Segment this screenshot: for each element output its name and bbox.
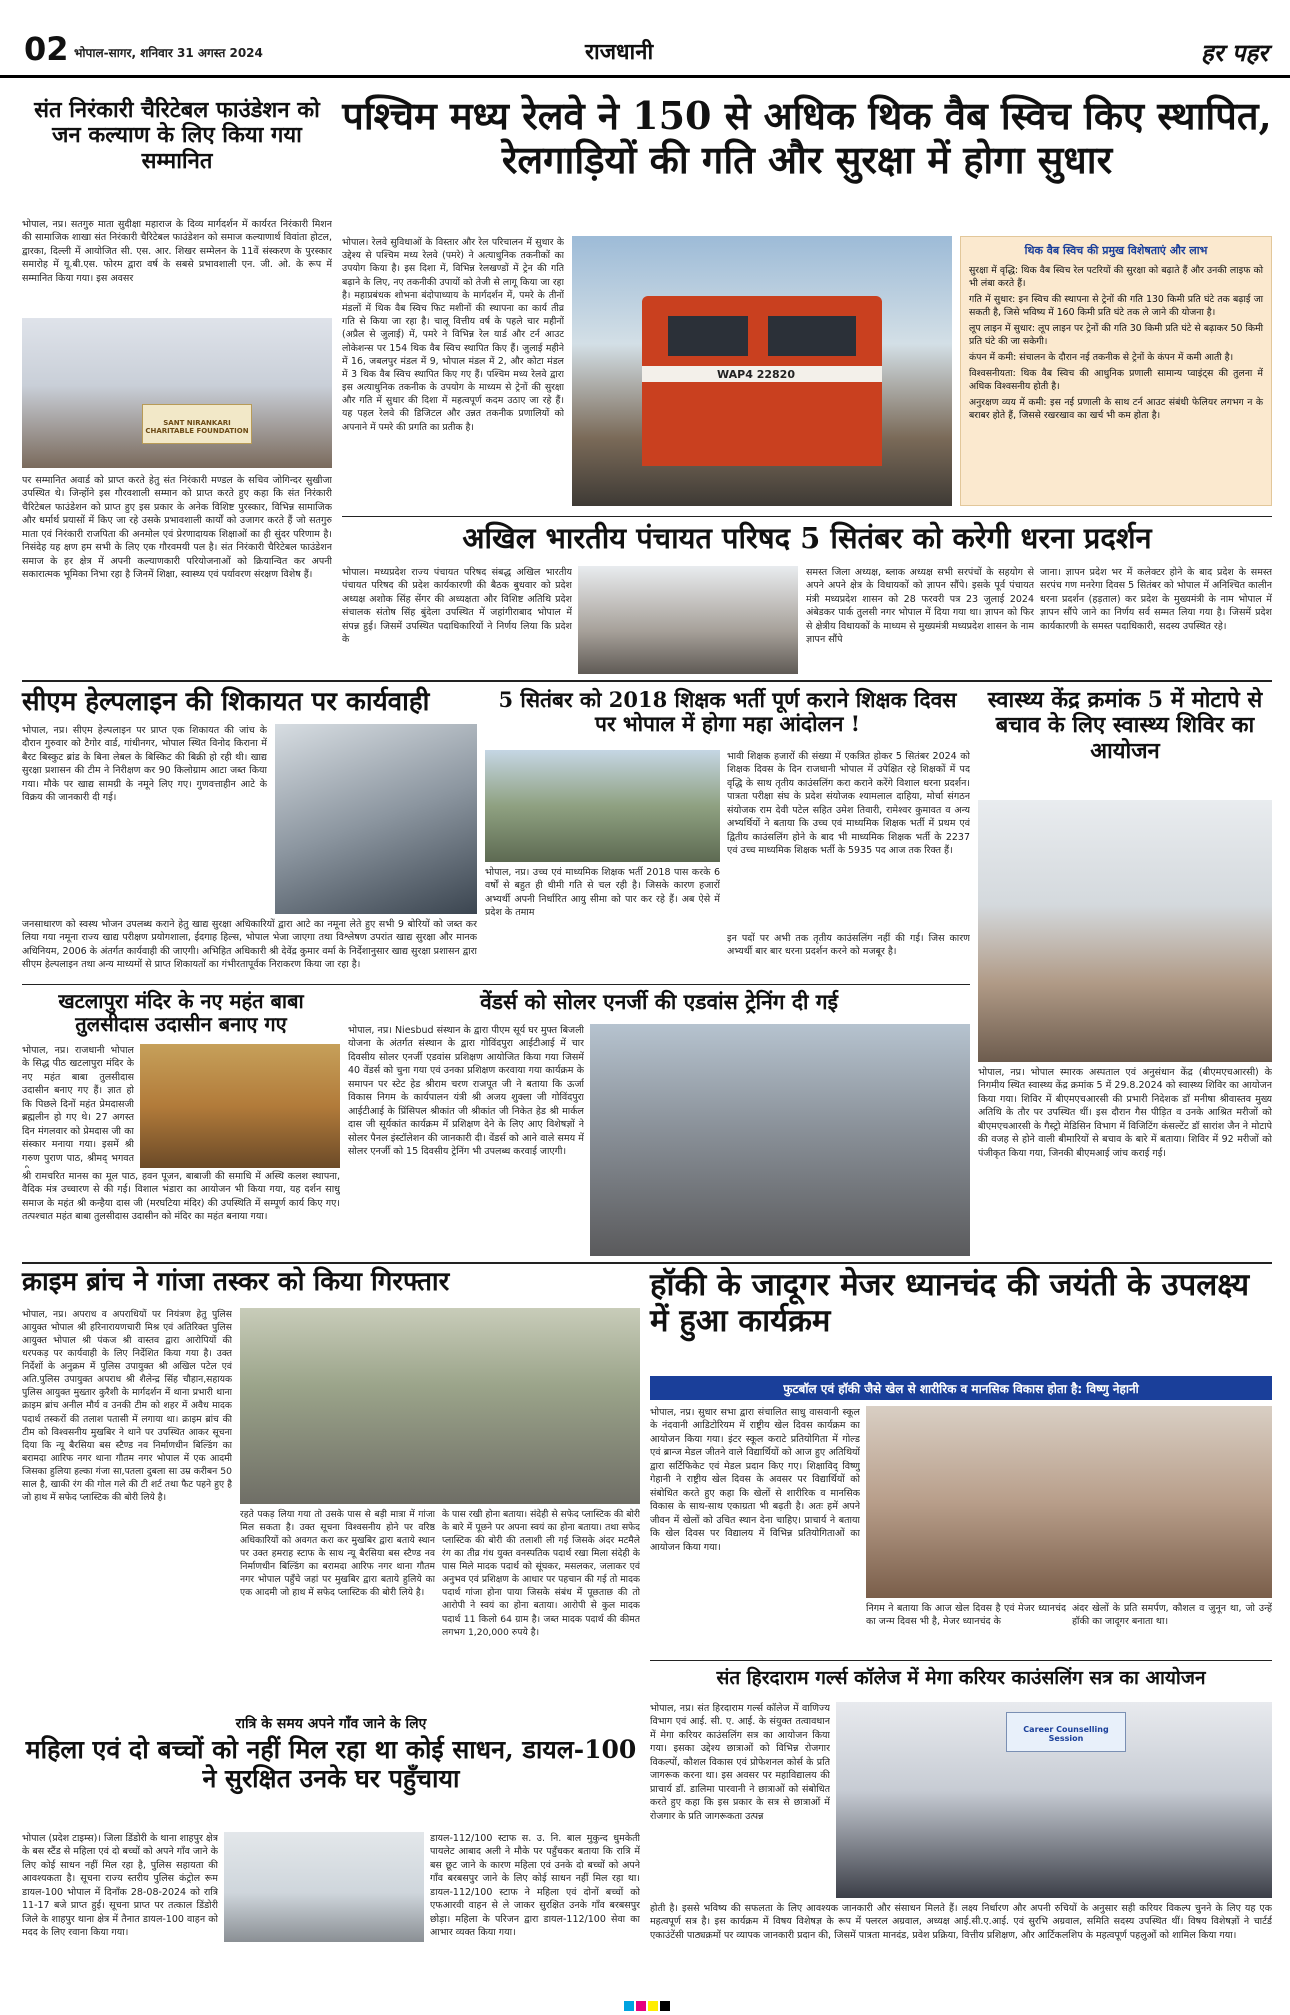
body-nirankari-2: पर सम्मानित अवार्ड को प्राप्त करते हेतु संत निरंकारी मण्डल के सचिव जोगिन्दर सुखीजा उपस्थित थे। जिन्होंने इस गौरवशाली सम्मान को प्राप्त करते हुए कहा कि संत निरंकारी चैरिटेबल फाउंडेशन को प्राप्त हुए इस प्रकार के अनेक विशिष्ट पुरस्कार, विभिन्न सामाजिक और धर्मार्थ प्रयासों में किए जा रहे उसके प्रभावशाली कार्यों को उजागर करते हैं जो सतगुरु माता एवं निरंकारी राजपिता की अनमोल एवं प्रेरणादायक शिक्षाओं का ही सुंदर परिणाम है। निसंदेह यह क्षण हम सभी के लिए एक गौरवमयी पल है। संत निरंकारी चैरिटेबल फाउंडेशन समाज के हर क्षेत्र में अपनी कल्याणकारी परियोजनाओं को क्रियान्वित कर अपनी सकारात्मक भूमिका निभा रहा है जिनमें शिक्षा, स्वास्थ्य एवं पर्यावरण संरक्षण विशेष हैं। bbox=[22, 475, 332, 581]
loco-number: WAP4 22820 bbox=[717, 368, 795, 381]
body-crime-branch-3: के पास रखी होना बताया। संदेही से सफेद प्लास्टिक की बोरी के बारे में पूछने पर अपना स्वयं का होना बताया। तथा सफेद प्लास्टिक की बोरी की तलाशी ली गई जिसके अंदर मटमैले रंग का तीव्र गंध युक्त वनस्पतिक पदार्थ रखा मिला संदेही के पास मिले मादक पदार्थ को सूंघकर, मसलकर, जलाकर एवं अनुभव एवं प्रशिक्षण के आधार पर पहचान की गई तो मादक पदार्थ गांजा होना पाया जिसके संबंध में पूछताछ की तो आरोपी ने स्वयं का होना बताया। आरोपी से कुल मादक पदार्थ 11 किलो 64 ग्राम है। जब्त मादक पदार्थ की कीमत लगभग 1,20,000 रुपये है। bbox=[442, 1509, 640, 1638]
headline-khatlapura: खटलापुरा मंदिर के नए महंत बाबा तुलसीदास उदासीन बनाए गए bbox=[58, 989, 304, 1036]
dateline: भोपाल-सागर, शनिवार 31 अगस्त 2024 bbox=[74, 46, 263, 60]
body-career-2: होती है। इससे भविष्य की सफलता के लिए आवश्यक जानकारी और संसाधन मिलते हैं। लक्ष्य निर्धारण और अपनी रुचियों के अनुसार सही करियर विकल्प चुनने के लिए यह एक महत्वपूर्ण सत्र है। इस कार्यक्रम में विषय विशेषज्ञ के रूप में फ्लरल अग्रवाल, अध्यक्ष आई.सी.ए.आई. एवं सुरभि अग्रवाल, समिति सदस्य उपस्थित थीं। विषय विशेषज्ञों ने चार्टर्ड एकाउंटेंसी पाठ्यक्रमों पर व्यापक जानकारी प्रदान की, जिसमें पात्रता मानदंड, प्रवेश प्रक्रिया, वित्तीय प्रशिक्षण, और आर्टिकलशिप के महत्वपूर्ण पहलुओं को शामिल किया गया। bbox=[650, 1903, 1272, 1941]
headline-hockey: हॉकी के जादूगर मेजर ध्यानचंद की जयंती के उपलक्ष्य में हुआ कार्यक्रम bbox=[650, 1267, 1250, 1339]
body-teachers-1: भावी शिक्षक हजारों की संख्या में एकत्रित होकर 5 सितंबर 2024 को शिक्षक दिवस के दिन राजधानी भोपाल में उपेक्षित रहे शिक्षकों में पद वृद्धि के साथ तृतीय काउंसलिंग करा कराने करेंगे विशाल धरना प्रदर्शन। पात्रता परीक्षा संघ के प्रदेश संयोजक श्यामलाल दाहिया, मोर्चा संगठन संयोजक राम देवी पटेल सहित उमेश तिवारी, रामेश्वर कुमावत व अन्य अभ्यर्थियों ने बताया कि उच्च एवं माध्यमिक शिक्षक भर्ती में प्रथम एवं द्वितीय काउंसलिंग होने के बाद भी माध्यमिक शिक्षक भर्ती के 2237 एवं उच्च माध्यमिक शिक्षक भर्ती के 5935 पद आज तक रिक्त हैं। bbox=[727, 751, 970, 857]
body-panchayat-2: समस्त जिला अध्यक्ष, ब्लाक अध्यक्ष सभी सरपंचों के सहयोग से अपने अपने क्षेत्र के विधायकों को ज्ञापन सौंपे। इसके पूर्व पंचायत मंत्री मध्यप्रदेश शासन को 28 फरवरी पत्र 23 जुलाई 2024 अंबेडकर पार्क तुलसी नगर भोपाल में दिया गया था। ज्ञापन को फिर से क्षेत्रीय विधायकों के माध्यम से मुख्यमंत्री मध्यप्रदेश शासन के नाम ज्ञापन सौंपे bbox=[806, 567, 1034, 646]
photo-health-camp bbox=[978, 800, 1272, 1062]
photo-panchayat bbox=[578, 566, 798, 674]
body-health-camp: भोपाल, नप्र। भोपाल स्मारक अस्पताल एवं अनुसंधान केंद्र (बीएमएचआरसी) के निगमीय स्थित स्वास्थ्य केंद्र क्रमांक 5 में 29.8.2024 को स्वास्थ्य शिविर का आयोजन किया गया। शिविर में बीएमएचआरसी की प्रभारी निदेशक डॉ मनीषा श्रीवास्तव मुख्य अतिथि के तौर पर उपस्थित थीं। इस दौरान गैस पीड़ित व उनके आश्रित मरीजों को बीएमएचआरसी के गैस्ट्रो मेडिसिन विभाग में विजिटिंग कंसल्टेंट डॉ सारांश जैन ने मोटापे की वजह से होने वाली बीमारियों से बचाव के बारे में बताया। शिविर में 92 मरीजों को पंजीकृत किया गया, जिनकी बीएमआई जांच कराई गई। bbox=[978, 1067, 1272, 1159]
box-features bbox=[960, 236, 1272, 506]
body-dial100-1: भोपाल (प्रदेश टाइम्स)। जिला डिंडोरी के थाना शाहपुर क्षेत्र के बस स्टैंड से महिला एवं दो बच्चों को अपने गाँव जाने के लिए कोई साधन नहीं मिल रहा है, पुलिस सहायता की आवश्यकता है। सूचना राज्य स्तरीय पुलिस कंट्रोल रूम डायल-100 भोपाल में दिनाँक 28-08-2024 को रात्रि 11-17 बजे प्राप्त हुई। सूचना प्राप्त पर तत्काल डिंडोरी जिले के शाहपुर थाना क्षेत्र में तैनात डायल-100 वाहन को मदद के लिए रवाना किया गया। bbox=[22, 1833, 218, 1939]
photo-teachers-protest bbox=[485, 750, 720, 862]
body-railway: भोपाल। रेलवे सुविधाओं के विस्तार और रेल परिचालन में सुधार के उद्देश्य से पश्चिम मध्य रेलवे (पमरे) ने अत्याधुनिक तकनीकों का उपयोग किया है। इस दिशा में, विभिन्न रेलखण्डों में ट्रेन की गति बढ़ाने के लिए, नए तकनीकी उपायों को तेजी से लागू किया जा रहा है। महाप्रबंधक शोभना बंदोपाध्याय के मार्गदर्शन में, पमरे के तीनों मंडलों में थिक वैब स्विच फिट मशीनों की स्थापना का कार्य तीव्र गति से किया जा रहा है। चालू वित्तीय वर्ष के पहले चार महीनों (अप्रैल से जुलाई) में, पमरे ने विभिन्न रेल यार्ड और टर्न आउट लोकेशन्स पर 154 थिक वैब स्विच स्थापित किए हैं। जुलाई महीने में 16, जबलपुर मंडल में 9, भोपाल मंडल में 2, और कोटा मंडल में 3 थिक वैब स्विच स्थापित किए गए हैं। पश्चिम मध्य रेलवे द्वारा इस अत्याधुनिक तकनीक के उपयोग के माध्यम से ट्रेनों की सुरक्षा और गति में सुधार की दिशा में महत्वपूर्ण कदम उठाए जा रहे हैं। यह पहल रेलवे की डिजिटल और उन्नत तकनीक प्रणालियों को अपनाने में पमरे की प्रगति का प्रतीक है। bbox=[342, 237, 564, 433]
print-color-bar bbox=[22, 1996, 1272, 2008]
photo-crime-branch bbox=[240, 1308, 640, 1504]
photo-career bbox=[836, 1702, 1272, 1898]
body-solar: भोपाल, नप्र। Niesbud संस्थान के द्वारा पीएम सूर्य घर मुफ्त बिजली योजना के अंतर्गत संस्थान के द्वारा गोविंदपुरा आईटीआई में चार दिवसीय सोलर एनर्जी एडवांस प्रशिक्षण आयोजित किया गया जिसमें 40 वेंडर्स को चुना गया एवं उनका प्रशिक्षण करवाया गया कार्यक्रम के समापन पर स्टेट हेड श्रीराम चरण राजपूत जी ने बताया कि ऊर्जा विकास निगम के कार्यपालन यंत्री श्री अजय शुक्ला जी गोविंदपुरा आईटीआई के प्रिंसिपल श्रीकांत जी श्रीकांत जी निकेत हेड श्री मार्कल दास जी सूर्यकांत कार्यक्रम में प्रशिक्षण देने के लिए आए विशेषज्ञों ने सोलर पैनल इंस्टॉलेशन की जानकारी दी। वेंडर्स को आने वाले समय में सोलर एनर्जी को 15 दिवसीय ट्रेनिंग भी उपलब्ध करवाई जाएगी। bbox=[348, 1025, 584, 1158]
photo-khatlapura bbox=[140, 1044, 340, 1168]
strap-hockey: फुटबॉल एवं हॉकी जैसे खेल से शारीरिक व मानसिक विकास होता है: विष्णु नेहानी bbox=[650, 1376, 1272, 1400]
body-khatlapura-2: श्री रामचरित मानस का मूल पाठ, हवन पूजन, बाबाजी की समाधि में अस्थि कलश स्थापना, वैदिक मंत्र उच्चारण से की गई। विशाल भंडारा का आयोजन भी किया गया, यह दर्शन साधु समाज के महंत श्री कन्हैया दास जी (मरघटिया मंदिर) की उपस्थिति में सम्पूर्ण कार्य किए गए। तत्पश्चात महंत बाबा तुलसीदास उदासीन को मंदिर का महंत बनाया गया। bbox=[22, 1171, 340, 1223]
career-banner: Career Counselling Session bbox=[1006, 1712, 1126, 1752]
feature-item: विश्वसनीयता: थिक वैब स्विच की आधुनिक प्रणाली सामान्य प्वाइंट्स की तुलना में अधिक विश्वसनीय होती है। bbox=[969, 368, 1263, 393]
headline-nirankari: संत निरंकारी चैरिटेबल फाउंडेशन को जन कल्याण के लिए किया गया सम्मानित bbox=[34, 97, 320, 174]
paper-name: हर पहर bbox=[1200, 38, 1268, 67]
body-hockey: भोपाल, नप्र। सुधार सभा द्वारा संचालित साधु वासवानी स्कूल के नंदवानी आडिटोरियम में राष्ट्रीय खेल दिवस कार्यक्रम का आयोजन किया गया। इंटर स्कूल कराटे प्रतियोगिता में गोल्ड एवं ब्रान्ज मेडल जीतने वाले विद्यार्थियों को आज हुए अतिथियों द्वारा सर्टिफिकेट एवं मेडल प्रदान किए गए। शिक्षाविद् विष्णु गेहानी ने राष्ट्रीय खेल दिवस के अवसर पर विद्यार्थियों को संबोधित करते हुए कहा कि खेलों से शारीरिक व मानसिक विकास के साथ-साथ एकाग्रता भी बढ़ती है। अतः हमें अपने जीवन में खेलों को उचित स्थान देना चाहिए। प्राचार्य ने बताया कि खेल दिवस पर विद्यालय में विभिन्न प्रतियोगिताओं का आयोजन किया गया। bbox=[650, 1407, 860, 1553]
photo-solar-training bbox=[590, 1024, 970, 1256]
page-number: 02 bbox=[24, 30, 69, 68]
body-nirankari-1: भोपाल, नप्र। सतगुरु माता सुदीक्षा महाराज के दिव्य मार्गदर्शन में कार्यरत निरंकारी मिशन की सामाजिक शाखा संत निरंकारी चैरिटेबल फाउंडेशन को समाज कल्याणार्थ विवांता होटल, द्वारका, दिल्ली में आयोजित सी. एस. आर. शिखर सम्मेलन के 11वें संस्करण के पुरस्कार समारोह में यू.बी.एस. फोरम द्वारा वर्ष के सबसे प्रभावशाली एन. जी. ओ. के रूप में सम्मानित किया गया। इस अवसर bbox=[22, 219, 332, 284]
headline-teachers: 5 सितंबर को 2018 शिक्षक भर्ती पूर्ण कराने शिक्षक दिवस पर भोपाल में होगा महा आंदोलन ! bbox=[498, 687, 957, 737]
headline-career: संत हिरदाराम गर्ल्स कॉलेज में मेगा करियर काउंसलिंग सत्र का आयोजन bbox=[716, 1667, 1206, 1689]
body-crime-branch-1: भोपाल, नप्र। अपराध व अपराधियों पर नियंत्रण हेतु पुलिस आयुक्त भोपाल श्री हरिनारायणचारी मिश्र एवं अतिरिक्त पुलिस आयुक्त भोपाल श्री पंकज श्री वास्तव द्वारा आरोपियों की धरपकड़ पर कार्यवाही के लिए निर्देशित किया गया है। उक्त निर्देशों के अनुक्रम में पुलिस उपायुक्त श्री अखिल पटेल एवं अति.पुलिस उपायुक्त अपराध श्री शैलेन्द्र सिंह चौहान,सहायक पुलिस आयुक्त मुख्तार कुरैशी के मार्गदर्शन में थाना प्रभारी थाना क्राइम ब्रांच अनील मौर्य व उनकी टीम को शहर में अवैध मादक पदार्थ तस्करों की तलाश पतासी में लगाया था। क्राइम ब्रांच की टीम को विश्वसनीय मुखबिर ने थाने पर उपस्थित आकर सूचना दिया कि न्यू बैरसिया बस स्टैण्ड नव निर्माणधीन बिल्डिंग का बरामदा आरिफ नगर थाना गौतम नगर भोपाल में एक आदमी जिसका हुलिया हल्का गंजा सा,पतला दुबला सा उम्र करीबन 50 साल है, खाकी रंग की गोल गले की टी शर्ट तथा फैट पहने हुए है जो हाथ में सफेद प्लास्टिक की बोरी लिये है। bbox=[22, 1309, 232, 1503]
body-dial100-2: डायल-112/100 स्टाफ स. उ. नि. बाल मुकुन्द धुमकेती पायलेट आबाद अली ने मौके पर पहुँचकर बताया कि रात्रि में बस छूट जाने के कारण महिला एवं उनके दो बच्चों को अपने गाँव बरबसपुर जाने के लिए कोई साधन नहीं मिल रहा था। डायल-112/100 स्टाफ ने महिला एवं दोनों बच्चों को एफआरवी वाहन से ले जाकर सुरक्षित उनके गाँव बरबसपुर छोड़ा। महिला के परिजन द्वारा डायल-112/100 सेवा का आभार व्यक्त किया गया। bbox=[430, 1833, 640, 1939]
feature-item: सुरक्षा में वृद्धि: थिक वैब स्विच रेल पटरियों की सुरक्षा को बढ़ाते हैं और उनकी लाइफ को भी लंबा करते हैं। bbox=[969, 265, 1263, 290]
headline-crime-branch: क्राइम ब्रांच ने गांजा तस्कर को किया गिरफ्तार bbox=[22, 1267, 450, 1297]
body-career-1: भोपाल, नप्र। संत हिरदाराम गर्ल्स कॉलेज में वाणिज्य विभाग एवं आई. सी. ए. आई. के संयुक्त तत्वावधान में मेगा करियर काउंसलिंग सत्र का आयोजन किया गया। इसका उद्देश्य छात्राओं को विभिन्न रोजगार विकल्पों, कौशल विकास एवं प्रोफेशनल कोर्स के प्रति जागरूक करना था। इस अवसर पर महाविद्यालय की प्राचार्य डॉ. डालिमा पारवानी ने छात्राओं को संबोधित करते हुए कहा कि इस प्रकार के सत्र से छात्राओं में रोजगार के प्रति जागरूकता उत्पन्न bbox=[650, 1703, 830, 1822]
box-features-list bbox=[961, 262, 1271, 427]
headline-dial100: महिला एवं दो बच्चों को नहीं मिल रहा था कोई साधन, डायल-100 ने सुरक्षित उनके घर पहुँचाया bbox=[25, 1735, 637, 1793]
body-hockey-3: अंदर खेलों के प्रति समर्पण, कौशल व जुनून था, जो उन्हें हॉकी का जादूगर बनाता था। bbox=[1072, 1603, 1272, 1628]
box-features-title: थिक वैब स्विच की प्रमुख विशेषताएं और लाभ bbox=[1024, 244, 1208, 257]
photo-locomotive bbox=[572, 236, 952, 506]
headline-health-camp: स्वास्थ्य केंद्र क्रमांक 5 में मोटापे से बचाव के लिए स्वास्थ्य शिविर का आयोजन bbox=[987, 687, 1263, 764]
section-title: राजधानी bbox=[585, 39, 654, 65]
feature-item: गति में सुधार: इन स्विच की स्थापना से ट्रेनों की गति 130 किमी प्रति घंटे तक बढ़ाई जा सकती है, जिसे भविष्य में 160 किमी प्रति घंटे तक ले जाने की योजना है। bbox=[969, 294, 1263, 319]
kicker-dial100: रात्रि के समय अपने गाँव जाने के लिए bbox=[235, 1716, 427, 1732]
body-cm-helpline-2: जनसाधारण को स्वस्थ भोजन उपलब्ध कराने हेतु खाद्य सुरक्षा अधिकारियों द्वारा आटे का नमूना लेते हुए सभी 9 बोरियों को जब्त कर लिया गया नमूना राज्य खाद्य परीक्षण प्रयोगशाला, ईदगाह हिल्स, भोपाल भेजा जाएगा तथा विश्लेषण उपरांत खाद्य सुरक्षा और मानक अधिनियम, 2006 के अंतर्गत कार्यवाही की जाएगी। अभिहित अधिकारी श्री देवेंद्र कुमार वर्मा के निर्देशानुसार खाद्य सुरक्षा प्रशासन द्वारा सीएम हेल्पलाइन तथा अन्य माध्यमों से प्राप्त शिकायतों का गंभीरतापूर्वक निराकरण किया जा रहा है। bbox=[22, 919, 477, 971]
headline-railway: पश्चिम मध्य रेलवे ने 150 से अधिक थिक वैब स्विच किए स्थापित, रेलगाड़ियों की गति और सुरक्षा में होगा सुधार bbox=[342, 93, 1272, 182]
feature-item: अनुरक्षण व्यय में कमी: इस नई प्रणाली के साथ टर्न आउट संबंधी फेलियर लगभग न के बराबर होते हैं, जिससे रखरखाव का खर्च भी कम होता है। bbox=[969, 397, 1263, 422]
headline-solar: वेंडर्स को सोलर एनर्जी की एडवांस ट्रेनिंग दी गई bbox=[480, 989, 838, 1014]
headline-cm-helpline: सीएम हेल्पलाइन की शिकायत पर कार्यवाही bbox=[22, 687, 430, 717]
body-khatlapura-1: भोपाल, नप्र। राजधानी भोपाल के सिद्ध पीठ खटलापुरा मंदिर के नए महंत बाबा तुलसीदास उदासीन बनाए गए हैं। ज्ञात हो कि पिछले दिनों महंत प्रेमदासजी ब्रह्मलीन हो गए थे। 27 अगस्त दिन मंगलवार को प्रेमदास जी का संस्कार मनाया गया। इसमें श्री गरुण पुराण पाठ, श्रीमद् भगवत bbox=[22, 1045, 134, 1164]
body-cm-helpline-1: भोपाल, नप्र। सीएम हेल्पलाइन पर प्राप्त एक शिकायत की जांच के दौरान गुरुवार को टैगोर वार्ड, गांधीनगर, भोपाल स्थित विनोद किराना में बैरट बिस्कुट ब्रांड के बिना लेबल के बिस्किट की बिक्री हो रही थी। खाद्य सुरक्षा प्रशासन की टीम ने निरीक्षण कर 90 किलोग्राम आटा जब्त किया गया। मौके पर खाद्य सामग्री के नमूने लिए गए। गुणवत्ताहीन आटे के विक्रय की जानकारी दी गई। bbox=[22, 725, 267, 804]
headline-panchayat: अखिल भारतीय पंचायत परिषद 5 सितंबर को करेगी धरना प्रदर्शन bbox=[462, 521, 1152, 555]
photo-dial100-vehicle bbox=[224, 1832, 424, 1942]
body-panchayat-3: जाना। ज्ञापन प्रदेश भर में कलेक्टर होने के बाद प्रदेश के समस्त सरपंच गण मनरेगा दिवस 5 सितंबर को भोपाल में अनिश्चित कालीन धरना प्रदर्शन (हड़ताल) कर प्रदेश के मुख्यमंत्री के नाम भोपाल में ज्ञापन सौंपे जाने का निर्णय सर्व सम्मत लिया गया है। जिसमें प्रदेश कार्यकारणी के समस्त पदाधिकारी, सदस्य उपस्थित रहे। bbox=[1040, 567, 1272, 632]
photo-cm-helpline bbox=[275, 724, 477, 914]
body-teachers-3: इन पदों पर अभी तक तृतीय काउंसलिंग नहीं की गई। जिस कारण अभ्यर्थी बार बार धरना प्रदर्शन करने को मजबूर है। bbox=[727, 933, 970, 958]
photo-hockey bbox=[866, 1406, 1272, 1598]
body-teachers-2: भोपाल, नप्र। उच्च एवं माध्यमिक शिक्षक भर्ती 2018 पास करके 6 वर्षों से बहुत ही धीमी गति से चल रही है। जिसके कारण हजारों अभ्यर्थी अपनी निर्धारित आयु सीमा को पार कर रहे हैं। अब ऐसे में प्रदेश के तमाम bbox=[485, 867, 720, 919]
feature-item: लूप लाइन में सुधार: लूप लाइन पर ट्रेनों की गति 30 किमी प्रति घंटे से बढ़ाकर 50 किमी प्रति घंटे की जा सकेगी। bbox=[969, 323, 1263, 348]
body-panchayat-1: भोपाल। मध्यप्रदेश राज्य पंचायत परिषद संबद्ध अखिल भारतीय पंचायत परिषद की प्रदेश कार्यकारणी की बैठक बुधवार को प्रदेश अध्यक्ष अशोक सिंह सेंगर की अध्यक्षता और विशिष्ट अतिथि प्रदेश संचालक संतोष सिंह बुंदेला उपस्थित में जहांगीराबाद भोपाल में संपन्न हुई। जिसमें उपस्थित पदाधिकारियों ने निर्णय लिया कि प्रदेश के bbox=[342, 567, 572, 646]
body-crime-branch-2: रहते पकड़ लिया गया तो उसके पास से बड़ी मात्रा में गांजा मिल सकता है। उक्त सूचना विश्वसनीय होने पर वरिष्ठ अधिकारियों को अवगत करा कर मुखबिर द्वारा बताये स्थान पर उक्त हमराह स्टाफ के साथ न्यू बैरसिया बस स्टैण्ड नव निर्माणधीन बिल्डिंग का बरामदा आरिफ नगर थाना गौतम नगर भोपाल पहुँचे जहां पर मुखबिर द्वारा बताये हुलिये का एक आदमी जो हाथ में सफेद प्लास्टिक की बोरी लिये है। bbox=[240, 1509, 435, 1599]
photo-nirankari bbox=[22, 318, 332, 468]
foundation-banner: SANT NIRANKARI CHARITABLE FOUNDATION bbox=[142, 404, 252, 444]
feature-item: कंपन में कमी: संचालन के दौरान नई तकनीक से ट्रेनों के कंपन में कमी आती है। bbox=[969, 352, 1234, 364]
body-hockey-2: निगम ने बताया कि आज खेल दिवस है एवं मेजर ध्यानचंद का जन्म दिवस भी है, मेजर ध्यानचंद के bbox=[866, 1603, 1066, 1628]
masthead bbox=[0, 0, 1290, 78]
